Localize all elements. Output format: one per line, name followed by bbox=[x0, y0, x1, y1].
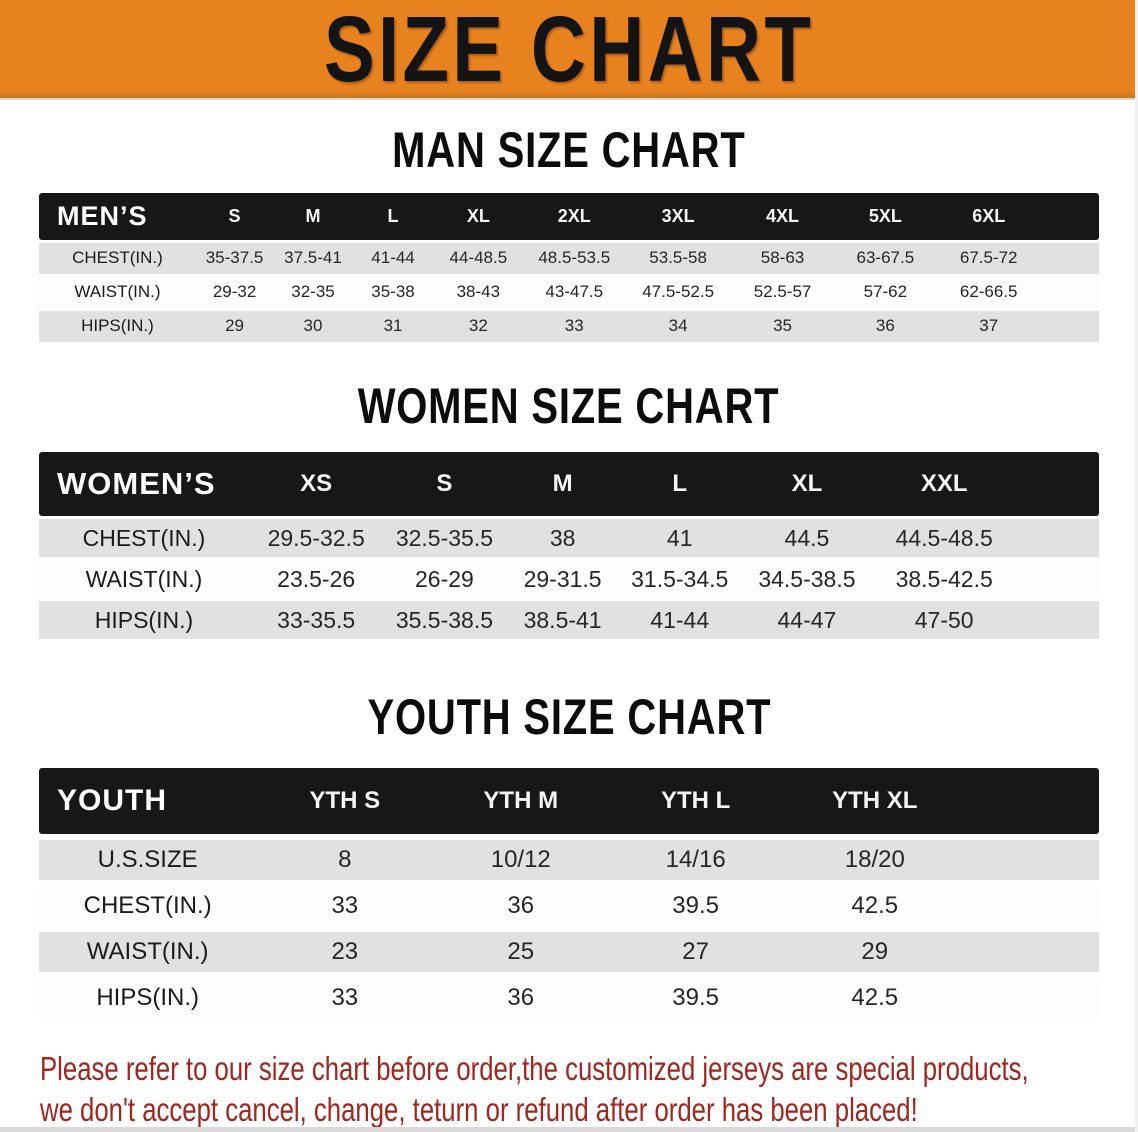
image-bottom-edge bbox=[0, 1127, 1138, 1132]
spacer-cell bbox=[1014, 452, 1099, 516]
value-cell: 42.5 bbox=[783, 880, 966, 926]
value-cell: 44-47 bbox=[740, 598, 875, 639]
value-cell: 35.5-38.5 bbox=[383, 598, 505, 639]
value-cell: 33-35.5 bbox=[249, 598, 384, 639]
value-cell: 35-37.5 bbox=[196, 240, 273, 274]
size-column-header: XL bbox=[433, 193, 523, 240]
value-cell: 36 bbox=[433, 880, 608, 926]
section-men bbox=[0, 100, 1138, 342]
table-row bbox=[39, 274, 1099, 308]
value-cell: 34 bbox=[625, 308, 731, 342]
value-cell: 38.5-42.5 bbox=[874, 557, 1014, 598]
size-column-header: YTH S bbox=[256, 768, 433, 834]
table-row bbox=[39, 880, 1099, 926]
size-chart-sections bbox=[0, 100, 1138, 1018]
size-column-header: S bbox=[383, 452, 505, 516]
table-row bbox=[39, 926, 1099, 972]
value-cell: 26-29 bbox=[383, 557, 505, 598]
value-cell: 23.5-26 bbox=[249, 557, 384, 598]
table-row bbox=[39, 557, 1099, 598]
value-cell: 39.5 bbox=[608, 972, 783, 1018]
spacer-cell bbox=[1014, 598, 1099, 639]
value-cell: 31.5-34.5 bbox=[620, 557, 740, 598]
spacer-cell bbox=[1014, 557, 1099, 598]
header-row bbox=[39, 452, 1099, 516]
table-row bbox=[39, 240, 1099, 274]
value-cell: 38 bbox=[505, 516, 619, 557]
value-cell: 37.5-41 bbox=[273, 240, 353, 274]
value-cell: 58-63 bbox=[731, 240, 834, 274]
section-youth bbox=[0, 639, 1138, 1018]
disclaimer bbox=[40, 1048, 1138, 1130]
spacer-cell bbox=[966, 926, 1099, 972]
row-label: CHEST(IN.) bbox=[39, 516, 249, 557]
value-cell: 47.5-52.5 bbox=[625, 274, 731, 308]
value-cell: 29 bbox=[783, 926, 966, 972]
section-heading-men bbox=[0, 100, 1138, 177]
value-cell: 35 bbox=[731, 308, 834, 342]
value-cell: 25 bbox=[433, 926, 608, 972]
value-cell: 32 bbox=[433, 308, 523, 342]
value-cell: 39.5 bbox=[608, 880, 783, 926]
value-cell: 42.5 bbox=[783, 972, 966, 1018]
section-heading-women bbox=[0, 342, 1138, 433]
table-row bbox=[39, 598, 1099, 639]
value-cell: 67.5-72 bbox=[937, 240, 1041, 274]
value-cell: 41-44 bbox=[353, 240, 434, 274]
row-label: WAIST(IN.) bbox=[39, 274, 196, 308]
value-cell: 44.5-48.5 bbox=[874, 516, 1014, 557]
spacer-cell bbox=[966, 834, 1099, 880]
value-cell: 44.5 bbox=[740, 516, 875, 557]
header-row bbox=[39, 768, 1099, 834]
table-label-men: MEN’S bbox=[39, 193, 196, 240]
banner bbox=[0, 0, 1138, 100]
row-label: HIPS(IN.) bbox=[39, 308, 196, 342]
spacer-cell bbox=[966, 880, 1099, 926]
spacer-cell bbox=[966, 768, 1099, 834]
size-column-header: YTH L bbox=[608, 768, 783, 834]
table-header bbox=[39, 193, 1099, 240]
table-row bbox=[39, 972, 1099, 1018]
value-cell: 10/12 bbox=[433, 834, 608, 880]
value-cell: 29-31.5 bbox=[505, 557, 619, 598]
size-column-header: XL bbox=[740, 452, 875, 516]
size-column-header: 2XL bbox=[523, 193, 625, 240]
size-column-header: L bbox=[620, 452, 740, 516]
header-row bbox=[39, 193, 1099, 240]
youth-size-table bbox=[39, 768, 1099, 1018]
value-cell: 43-47.5 bbox=[523, 274, 625, 308]
value-cell: 23 bbox=[256, 926, 433, 972]
section-heading-youth bbox=[0, 639, 1138, 744]
value-cell: 35-38 bbox=[353, 274, 434, 308]
value-cell: 41 bbox=[620, 516, 740, 557]
size-column-header: M bbox=[505, 452, 619, 516]
size-column-header: M bbox=[273, 193, 353, 240]
section-heading-text: YOUTH SIZE CHART bbox=[367, 689, 771, 745]
value-cell: 29 bbox=[196, 308, 273, 342]
size-column-header: L bbox=[353, 193, 434, 240]
table-row bbox=[39, 308, 1099, 342]
value-cell: 32.5-35.5 bbox=[383, 516, 505, 557]
size-column-header: XXL bbox=[874, 452, 1014, 516]
table-label-women: WOMEN’S bbox=[39, 452, 249, 516]
value-cell: 44-48.5 bbox=[433, 240, 523, 274]
row-label: CHEST(IN.) bbox=[39, 880, 256, 926]
section-heading-text: WOMEN SIZE CHART bbox=[358, 377, 780, 434]
value-cell: 41-44 bbox=[620, 598, 740, 639]
disclaimer-line-1: Please refer to our size chart before order,the customized jerseys are special products, bbox=[40, 1049, 1029, 1087]
value-cell: 48.5-53.5 bbox=[523, 240, 625, 274]
table-row bbox=[39, 834, 1099, 880]
value-cell: 31 bbox=[353, 308, 434, 342]
size-column-header: 4XL bbox=[731, 193, 834, 240]
value-cell: 29-32 bbox=[196, 274, 273, 308]
spacer-cell bbox=[1041, 308, 1099, 342]
banner-title: SIZE CHART bbox=[323, 0, 815, 101]
value-cell: 47-50 bbox=[874, 598, 1014, 639]
value-cell: 62-66.5 bbox=[937, 274, 1041, 308]
spacer-cell bbox=[966, 972, 1099, 1018]
value-cell: 32-35 bbox=[273, 274, 353, 308]
value-cell: 53.5-58 bbox=[625, 240, 731, 274]
men-size-table bbox=[39, 193, 1099, 342]
value-cell: 27 bbox=[608, 926, 783, 972]
row-label: U.S.SIZE bbox=[39, 834, 256, 880]
spacer-cell bbox=[1014, 516, 1099, 557]
table-body bbox=[39, 516, 1099, 639]
disclaimer-line-2: we don't accept cancel, change, teturn or refund after order has been placed! bbox=[40, 1090, 918, 1128]
size-column-header: 5XL bbox=[834, 193, 937, 240]
table-row bbox=[39, 516, 1099, 557]
value-cell: 30 bbox=[273, 308, 353, 342]
value-cell: 33 bbox=[523, 308, 625, 342]
value-cell: 29.5-32.5 bbox=[249, 516, 384, 557]
size-column-header: S bbox=[196, 193, 273, 240]
women-size-table bbox=[39, 452, 1099, 639]
value-cell: 37 bbox=[937, 308, 1041, 342]
row-label: HIPS(IN.) bbox=[39, 972, 256, 1018]
spacer-cell bbox=[1041, 274, 1099, 308]
table-label-youth: YOUTH bbox=[39, 768, 256, 834]
size-column-header: YTH M bbox=[433, 768, 608, 834]
spacer-cell bbox=[1041, 193, 1099, 240]
value-cell: 14/16 bbox=[608, 834, 783, 880]
section-heading-text: MAN SIZE CHART bbox=[392, 122, 746, 178]
size-column-header: YTH XL bbox=[783, 768, 966, 834]
table-body bbox=[39, 834, 1099, 1018]
size-column-header: 3XL bbox=[625, 193, 731, 240]
size-column-header: 6XL bbox=[937, 193, 1041, 240]
value-cell: 38.5-41 bbox=[505, 598, 619, 639]
value-cell: 34.5-38.5 bbox=[740, 557, 875, 598]
size-column-header: XS bbox=[249, 452, 384, 516]
row-label: CHEST(IN.) bbox=[39, 240, 196, 274]
value-cell: 8 bbox=[256, 834, 433, 880]
section-women bbox=[0, 342, 1138, 640]
table-header bbox=[39, 768, 1099, 834]
value-cell: 38-43 bbox=[433, 274, 523, 308]
value-cell: 57-62 bbox=[834, 274, 937, 308]
row-label: WAIST(IN.) bbox=[39, 926, 256, 972]
value-cell: 36 bbox=[834, 308, 937, 342]
value-cell: 33 bbox=[256, 880, 433, 926]
value-cell: 63-67.5 bbox=[834, 240, 937, 274]
value-cell: 33 bbox=[256, 972, 433, 1018]
row-label: WAIST(IN.) bbox=[39, 557, 249, 598]
value-cell: 36 bbox=[433, 972, 608, 1018]
value-cell: 18/20 bbox=[783, 834, 966, 880]
row-label: HIPS(IN.) bbox=[39, 598, 249, 639]
spacer-cell bbox=[1041, 240, 1099, 274]
table-header bbox=[39, 452, 1099, 516]
value-cell: 52.5-57 bbox=[731, 274, 834, 308]
table-body bbox=[39, 240, 1099, 342]
